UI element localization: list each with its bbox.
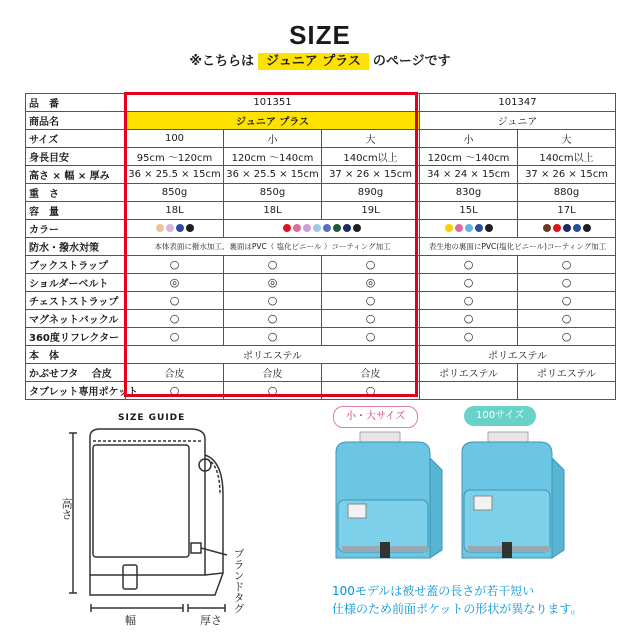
cell: 140cm以上 — [322, 148, 420, 166]
cell: ○ — [322, 328, 420, 346]
body-junior: ポリエステル — [420, 346, 616, 364]
cell: 15L — [420, 202, 518, 220]
row-product-name — [26, 112, 616, 130]
cell: 880g — [518, 184, 616, 202]
cell: 小 — [224, 130, 322, 148]
row-label: ブックストラップ — [26, 256, 126, 274]
caption-line-1: 100モデルは被せ蓋の長さが若干短い — [332, 584, 535, 598]
cell: 120cm 〜140cm — [420, 148, 518, 166]
row-label: 品 番 — [26, 94, 126, 112]
cell: 36 × 25.5 × 15cm — [224, 166, 322, 184]
depth-label: 厚さ — [200, 614, 222, 627]
cell: ○ — [518, 310, 616, 328]
cell: ○ — [420, 274, 518, 292]
row-flap-material — [26, 364, 616, 382]
cell: 95cm 〜120cm — [126, 148, 224, 166]
cell: ○ — [126, 382, 224, 400]
row-label: 商品名 — [26, 112, 126, 130]
note-prefix: ※こちらは — [189, 54, 254, 69]
row-label: カラー — [26, 220, 126, 238]
row-colors — [26, 220, 616, 238]
cell: ○ — [420, 292, 518, 310]
color-swatches-junior-small — [420, 220, 518, 238]
color-swatches-junior-large — [518, 220, 616, 238]
page-title: SIZE — [289, 20, 351, 50]
model-junior: 101347 — [420, 94, 616, 112]
cell: ○ — [224, 310, 322, 328]
row-label: タブレット専用ポケット — [26, 382, 126, 400]
cell: ○ — [420, 310, 518, 328]
row-reflector — [26, 328, 616, 346]
color-swatch — [485, 224, 493, 232]
caption-line-2: 仕様のため前面ポケットの形状が異なります。 — [332, 602, 583, 616]
cell: 830g — [420, 184, 518, 202]
row-label: ショルダーベルト — [26, 274, 126, 292]
width-label: 幅 — [125, 614, 136, 627]
cell: 合皮 — [224, 364, 322, 382]
cell: 大 — [518, 130, 616, 148]
cell: ○ — [322, 256, 420, 274]
color-swatch — [455, 224, 463, 232]
cell — [518, 382, 616, 400]
color-swatch — [176, 224, 184, 232]
cell: ○ — [322, 382, 420, 400]
cell: 850g — [126, 184, 224, 202]
row-tablet-pocket — [26, 382, 616, 400]
cell — [420, 382, 518, 400]
row-shoulder-belt — [26, 274, 616, 292]
cell: ◎ — [126, 274, 224, 292]
row-body-material — [26, 346, 616, 364]
cell: 36 × 25.5 × 15cm — [126, 166, 224, 184]
cell: ○ — [224, 256, 322, 274]
cell: 合皮 — [322, 364, 420, 382]
row-model-number — [26, 94, 616, 112]
caption — [332, 582, 632, 618]
row-label: かぶせフタ 合皮 — [26, 364, 126, 382]
color-swatch — [293, 224, 301, 232]
cell: ○ — [126, 256, 224, 274]
cell: ○ — [224, 382, 322, 400]
cell: 37 × 26 × 15cm — [322, 166, 420, 184]
cell: 140cm以上 — [518, 148, 616, 166]
color-swatch — [563, 224, 571, 232]
color-swatch — [313, 224, 321, 232]
cell: 37 × 26 × 15cm — [518, 166, 616, 184]
color-swatch — [283, 224, 291, 232]
cell: ◎ — [322, 274, 420, 292]
row-label: チェストストラップ — [26, 292, 126, 310]
cell: 100 — [126, 130, 224, 148]
row-label: サイズ — [26, 130, 126, 148]
cell: ○ — [420, 328, 518, 346]
row-chest-strap — [26, 292, 616, 310]
row-magnet-buckle — [26, 310, 616, 328]
product-plus: ジュニア プラス — [126, 112, 420, 130]
color-swatch — [475, 224, 483, 232]
height-label: 高さ — [60, 498, 73, 520]
color-swatch — [343, 224, 351, 232]
row-label: マグネットバックル — [26, 310, 126, 328]
cell: ポリエステル — [518, 364, 616, 382]
color-swatch — [156, 224, 164, 232]
body-plus: ポリエステル — [126, 346, 420, 364]
product-junior: ジュニア — [420, 112, 616, 130]
badge-100: 100サイズ — [464, 406, 536, 426]
color-swatch — [333, 224, 341, 232]
color-swatch — [573, 224, 581, 232]
cell: ○ — [518, 274, 616, 292]
row-label: 容 量 — [26, 202, 126, 220]
color-swatch — [166, 224, 174, 232]
color-swatch — [186, 224, 194, 232]
row-label: 防水・撥水対策 — [26, 238, 126, 256]
row-weight — [26, 184, 616, 202]
row-waterproof — [26, 238, 616, 256]
cell: 120cm 〜140cm — [224, 148, 322, 166]
bag-photo-100 — [452, 430, 568, 570]
spec-table — [25, 93, 616, 400]
brand-tag-label: ブランドタグ — [232, 548, 245, 614]
cell: ○ — [224, 328, 322, 346]
cell: 850g — [224, 184, 322, 202]
color-swatch — [303, 224, 311, 232]
color-swatch — [445, 224, 453, 232]
color-swatch — [465, 224, 473, 232]
cell: ○ — [126, 328, 224, 346]
cell: ○ — [322, 310, 420, 328]
row-dimensions — [26, 166, 616, 184]
cell: ○ — [322, 292, 420, 310]
color-swatch — [323, 224, 331, 232]
color-swatch — [583, 224, 591, 232]
cell: ○ — [420, 256, 518, 274]
row-label: 360度リフレクター — [26, 328, 126, 346]
cell: 34 × 24 × 15cm — [420, 166, 518, 184]
cell: 小 — [420, 130, 518, 148]
note-highlight: ジュニア プラス — [258, 53, 369, 70]
cell: 合皮 — [126, 364, 224, 382]
model-plus: 101351 — [126, 94, 420, 112]
cell: ○ — [518, 292, 616, 310]
row-capacity — [26, 202, 616, 220]
waterproof-plus: 本体表面に撥水加工、裏面はPVC（ 塩化ビニール ）コーティング加工 — [126, 238, 420, 256]
cell: ○ — [224, 292, 322, 310]
badge-small-large: 小・大サイズ — [333, 406, 418, 428]
cell: 18L — [224, 202, 322, 220]
cell: ◎ — [224, 274, 322, 292]
cell: 18L — [126, 202, 224, 220]
color-swatch — [553, 224, 561, 232]
color-swatches-100 — [126, 220, 224, 238]
cell: ○ — [126, 310, 224, 328]
cell: ○ — [126, 292, 224, 310]
cell: ○ — [518, 328, 616, 346]
color-swatches-plus — [224, 220, 420, 238]
cell: 19L — [322, 202, 420, 220]
waterproof-junior: 表生地の裏面にPVC(塩化ビニール)コーティング加工 — [420, 238, 616, 256]
cell: ○ — [518, 256, 616, 274]
cell: 890g — [322, 184, 420, 202]
cell: 17L — [518, 202, 616, 220]
row-height-guide — [26, 148, 616, 166]
note-suffix: のページです — [372, 54, 451, 69]
row-book-strap — [26, 256, 616, 274]
row-label: 身長目安 — [26, 148, 126, 166]
page-note — [0, 50, 640, 69]
color-swatch — [543, 224, 551, 232]
row-label: 重 さ — [26, 184, 126, 202]
cell: ポリエステル — [420, 364, 518, 382]
cell: 大 — [322, 130, 420, 148]
color-swatch — [353, 224, 361, 232]
bag-photo-small-large — [322, 430, 446, 570]
row-size — [26, 130, 616, 148]
row-label: 本 体 — [26, 346, 126, 364]
row-label: 高さ × 幅 × 厚み — [26, 166, 126, 184]
size-guide-title: SIZE GUIDE — [118, 413, 186, 423]
